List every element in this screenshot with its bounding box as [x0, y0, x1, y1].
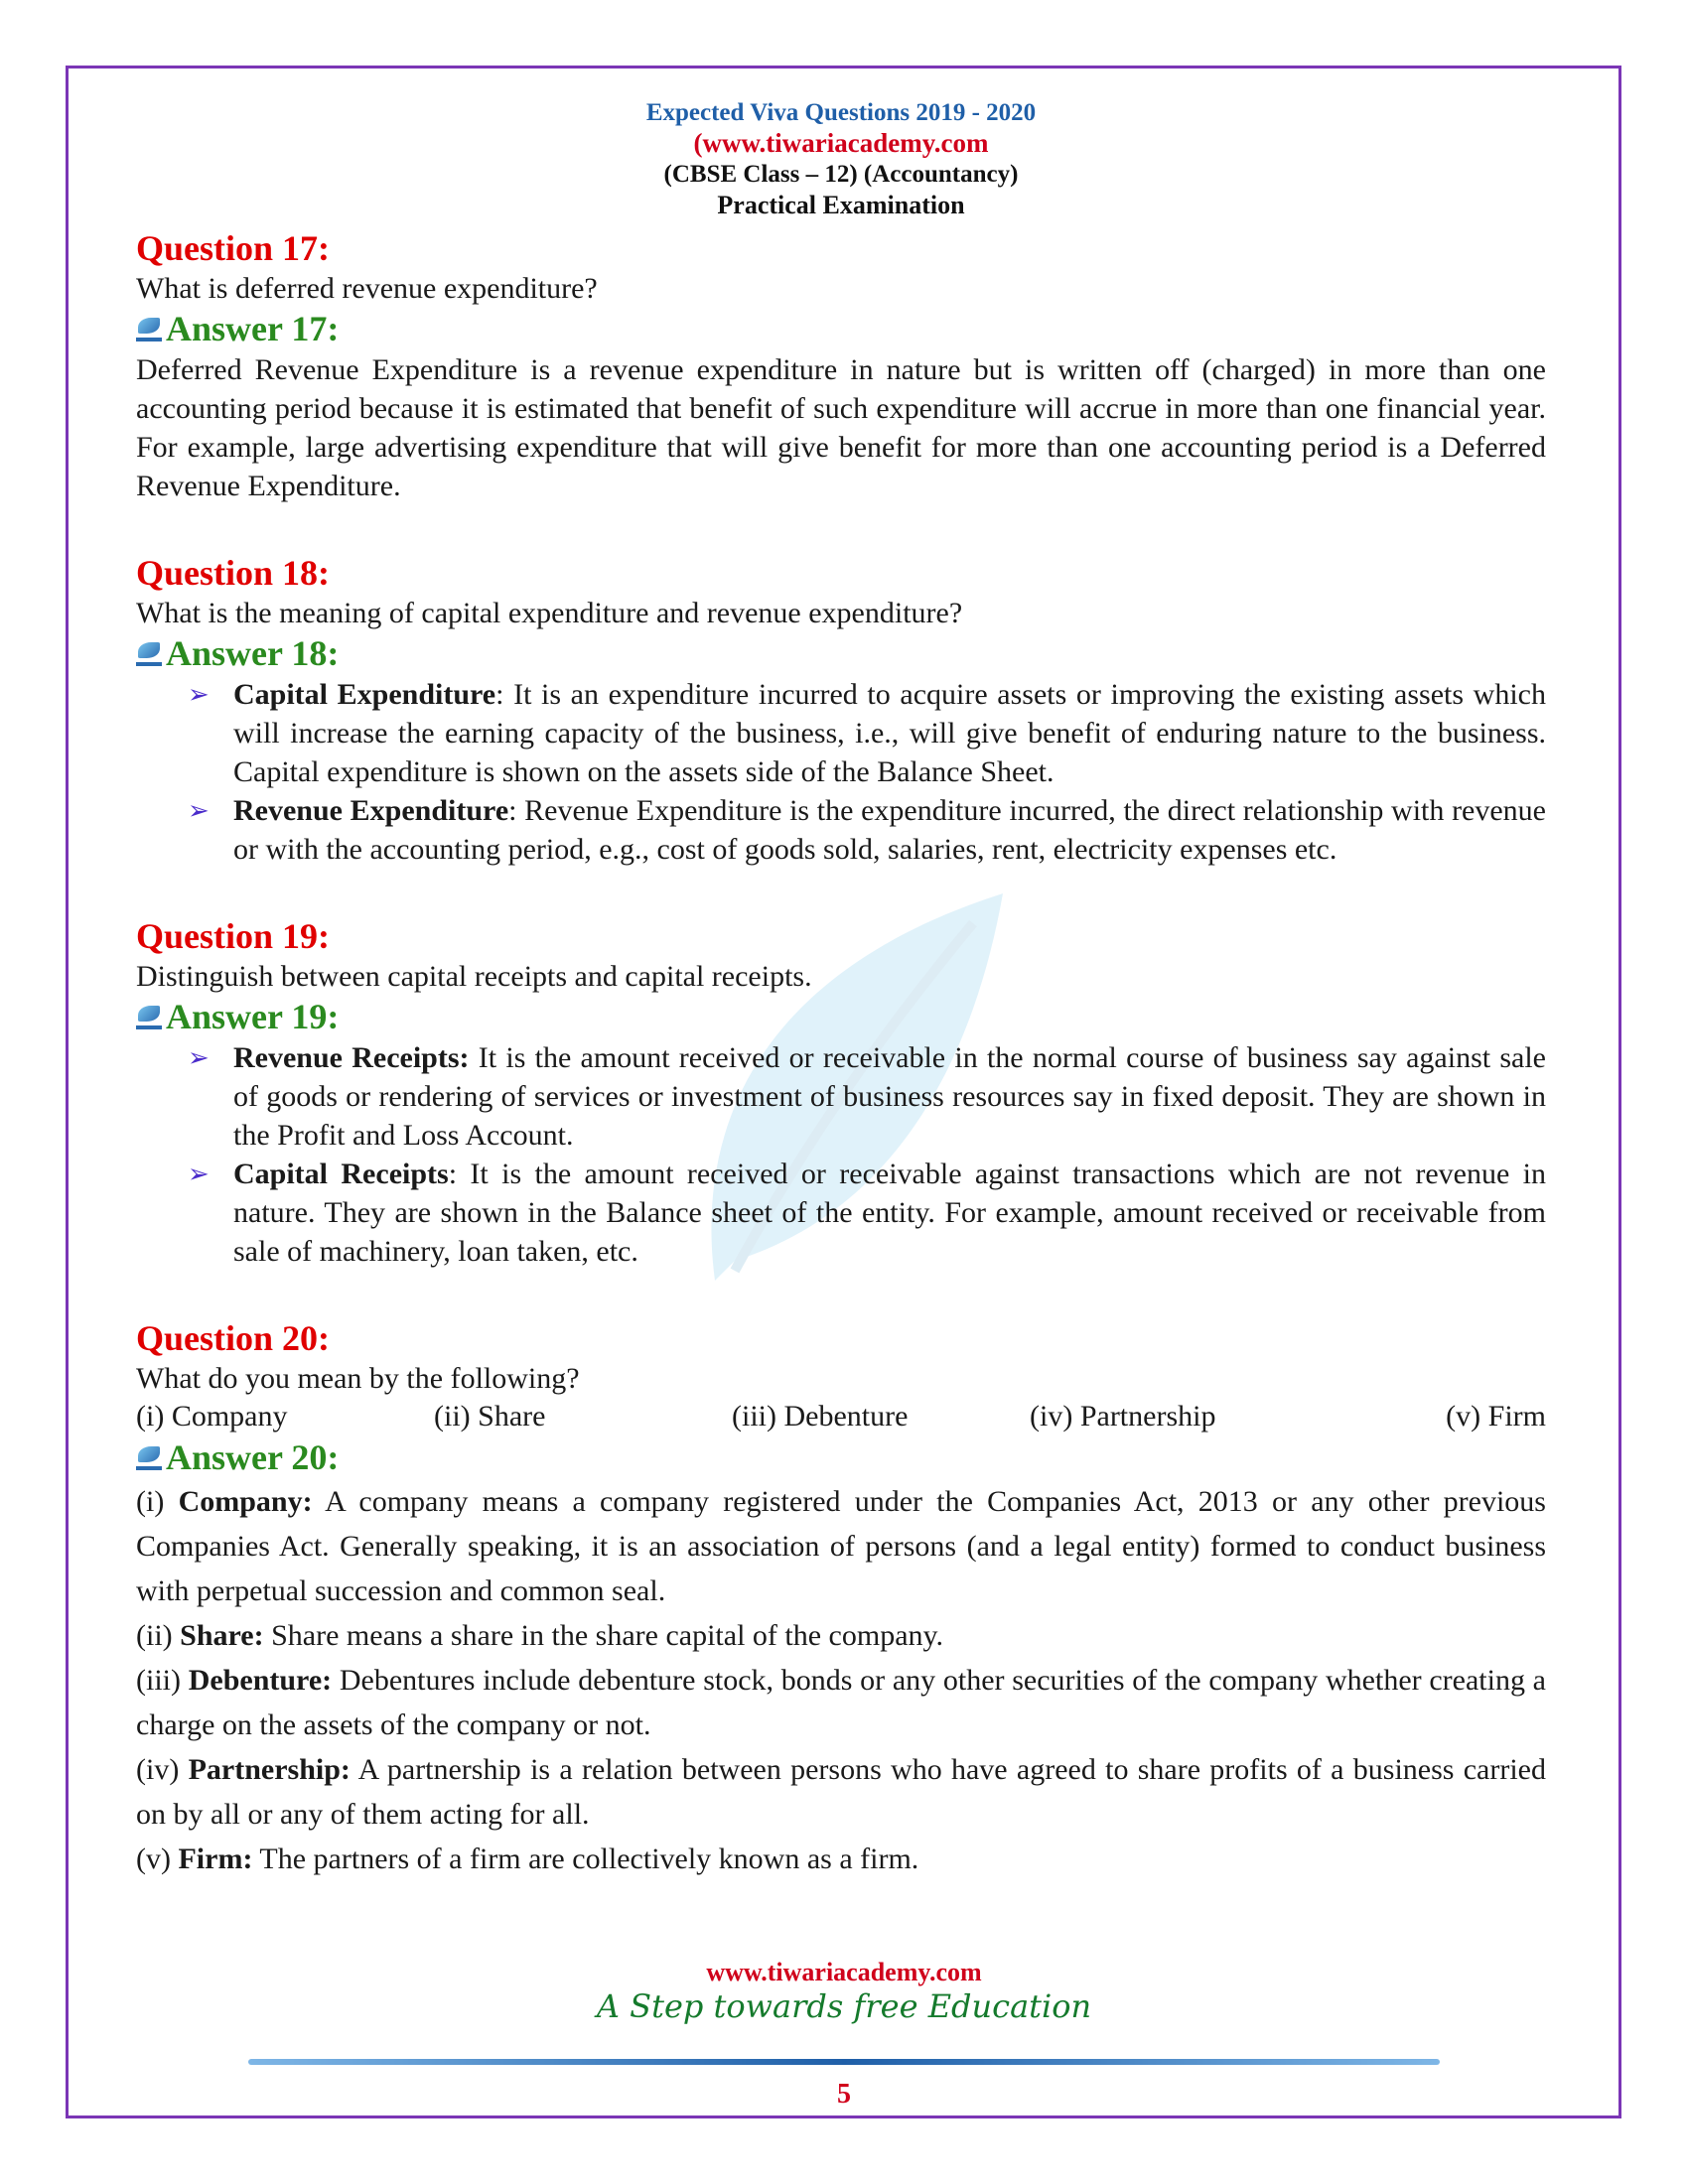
answer-20-heading: [136, 1435, 1546, 1479]
bullet-term: Revenue Expenditure: [233, 794, 509, 827]
question-20-title: Question 20:: [136, 1318, 331, 1358]
answer-19-title: Answer 19:: [166, 997, 340, 1036]
answer-19-list: [188, 1038, 1546, 1271]
leaf-logo-icon: [136, 640, 164, 666]
page-number: 5: [837, 2079, 851, 2110]
footer-website-link[interactable]: www.tiwariacademy.com: [706, 1958, 982, 1986]
list-item: [188, 1155, 1546, 1271]
bullet-term: Capital Expenditure: [233, 678, 496, 711]
definition-company: (i) Company: A company means a company registered under the Companies Act, 2013 or any other previous Companies Act. Generally speaking, it is an association of persons (and a legal entity) formed to conduct business with perpetual succession and common seal.: [136, 1485, 1546, 1607]
arrow-bullet-icon: ➢: [188, 680, 210, 709]
question-20-options: [136, 1397, 1546, 1435]
header-class: (CBSE Class – 12) (Accountancy): [663, 161, 1019, 188]
option-company: (i) Company: [136, 1400, 288, 1433]
definition-partnership: (iv) Partnership: A partnership is a relation between persons who have agreed to share profits of a business carried on by all or any of them acting for all.: [136, 1753, 1546, 1831]
bullet-term: Revenue Receipts:: [233, 1041, 470, 1074]
answer-17-text: Deferred Revenue Expenditure is a revenue expenditure in nature but is written off (charged) in more than one accounting period because it is estimated that benefit of such expenditure will accrue in more than one financial year. For example, large advertising expenditure that will give benefit for more than one accounting period is a Deferred Revenue Expenditure.: [136, 353, 1546, 502]
definition-debenture: (iii) Debenture: Debentures include debenture stock, bonds or any other securities of the company whether creating a charge on the assets of the company or not.: [136, 1664, 1546, 1741]
option-partnership: (iv) Partnership: [1030, 1400, 1216, 1433]
leaf-logo-icon: [136, 316, 164, 341]
list-item: [188, 791, 1546, 869]
arrow-bullet-icon: ➢: [188, 796, 210, 825]
bullet-text: It is the amount received or receivable in the normal course of business say against sale of goods or rendering of services or investment of business resources say in fixed deposit. They are shown in the Profit and Loss Account.: [233, 1041, 1546, 1152]
answer-17-title: Answer 17:: [166, 309, 340, 348]
question-20-text: What do you mean by the following?: [136, 1362, 580, 1395]
header-website[interactable]: (www.tiwariacademy.com: [693, 128, 989, 158]
header-title: Expected Viva Questions 2019 - 2020: [645, 99, 1037, 126]
answer-20-title: Answer 20:: [166, 1437, 340, 1477]
answer-18-heading: [136, 631, 1546, 675]
list-item: [188, 675, 1546, 791]
bullet-term: Capital Receipts: [233, 1158, 449, 1190]
arrow-bullet-icon: ➢: [188, 1160, 210, 1188]
question-17-title: Question 17:: [136, 228, 331, 268]
footer-tagline: A Step towards free Education: [596, 1987, 1092, 2025]
answer-19-heading: [136, 995, 1546, 1038]
question-18-title: Question 18:: [136, 553, 331, 593]
footer-divider: [248, 2059, 1440, 2065]
leaf-logo-icon: [136, 1444, 164, 1470]
question-19-title: Question 19:: [136, 916, 331, 956]
answer-17-heading: [136, 307, 1546, 350]
question-18-text: What is the meaning of capital expenditure and revenue expenditure?: [136, 597, 963, 629]
leaf-logo-icon: [136, 1004, 164, 1029]
definition-firm: (v) Firm: The partners of a firm are collectively known as a firm.: [136, 1843, 919, 1875]
option-debenture: (iii) Debenture: [732, 1400, 909, 1433]
question-19-text: Distinguish between capital receipts and capital receipts.: [136, 960, 812, 993]
bullet-text: : Revenue Expenditure is the expenditure incurred, the direct relationship with revenue or with the accounting period, e.g., cost of goods sold, salaries, rent, electricity expenses etc.: [233, 794, 1546, 866]
definition-share: (ii) Share: Share means a share in the share capital of the company.: [136, 1619, 944, 1652]
answer-18-list: [188, 675, 1546, 869]
bullet-text: : It is an expenditure incurred to acquire assets or improving the existing assets which will increase the earning capacity of the business, i.e., will give benefit of enduring nature to the business. Capital expenditure is shown on the assets side of the Balance Sheet.: [233, 678, 1546, 788]
option-firm: (v) Firm: [1446, 1400, 1546, 1433]
answer-18-title: Answer 18:: [166, 633, 340, 673]
list-item: [188, 1038, 1546, 1155]
page-header: [136, 97, 1546, 220]
page-content: [136, 97, 1546, 1881]
bullet-text: : It is the amount received or receivable against transactions which are not revenue in nature. They are shown in the Balance sheet of the entity. For example, amount received or receivable from sale of machinery, loan taken, etc.: [233, 1158, 1546, 1268]
option-share: (ii) Share: [434, 1400, 546, 1433]
arrow-bullet-icon: ➢: [188, 1043, 210, 1072]
question-17-text: What is deferred revenue expenditure?: [136, 272, 598, 305]
header-exam: Practical Examination: [717, 191, 965, 219]
